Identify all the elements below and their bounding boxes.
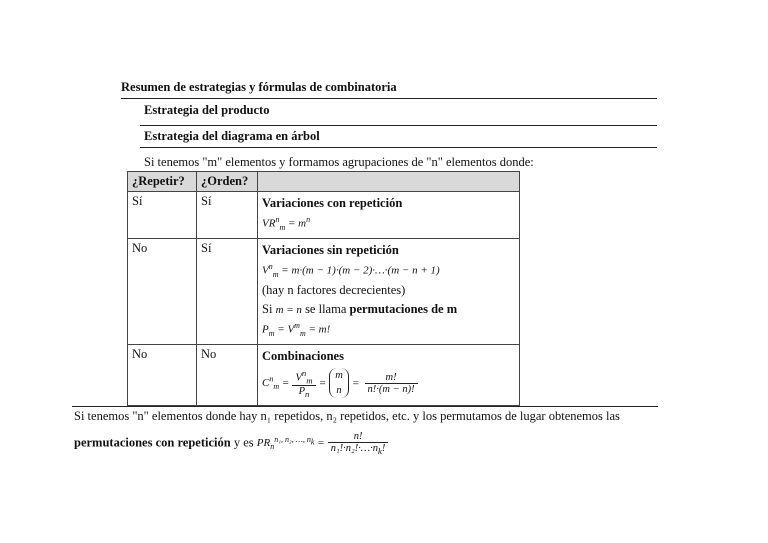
strategy-tree-heading: Estrategia del diagrama en árbol	[144, 129, 320, 143]
divider	[121, 98, 657, 99]
table-header-row	[128, 172, 520, 192]
cell-formula	[258, 192, 520, 239]
cell-order: Sí	[197, 192, 258, 239]
intro-text: Si tenemos "m" elementos y formamos agrupaciones de "n" elementos donde:	[144, 155, 534, 169]
formula-pr: $PR_n^{n_1, n_2, \dots, n_k}$ =	[256, 434, 325, 452]
formula-p: $P_m = V^m_m = m$!	[262, 320, 331, 338]
table-row	[128, 344, 520, 406]
formula-name: Variaciones con repetición	[262, 196, 403, 210]
perm-mid: se llama	[305, 301, 347, 316]
page-title: Resumen de estrategias y fórmulas de combinatoria	[121, 80, 397, 94]
strategy-product-heading: Estrategia del producto	[144, 103, 270, 117]
bottom-text-line2	[74, 431, 388, 456]
formula-name: Combinaciones	[262, 348, 344, 363]
divider	[140, 147, 657, 148]
cell-repeat: No	[128, 344, 197, 406]
table-row	[128, 238, 520, 344]
bottom-text-line1: Si tenemos "n" elementos donde hay n₁ repetidos, n₂ repetidos, etc. y los permutamos de lugar obtenemos las	[74, 409, 620, 423]
formula-name: Variaciones sin repetición	[262, 242, 399, 257]
cell-formula	[258, 344, 520, 406]
cell-repeat: No	[128, 238, 197, 344]
perm-prefix: Si	[262, 301, 273, 316]
cell-repeat: Sí	[128, 192, 197, 239]
combinatorics-table	[127, 171, 520, 406]
bottom-connector: y es	[233, 435, 254, 450]
divider	[72, 406, 658, 407]
formula-pr-fraction: $\frac{n!}{n_1!\cdot n_2!\cdot\dots\cdot n_k!}$	[328, 431, 389, 456]
cell-order: Sí	[197, 238, 258, 344]
formula-vr: $VR^n_m = m^n$	[262, 215, 311, 232]
table-row	[128, 192, 520, 239]
bottom-bold-term: permutaciones con repetición	[74, 435, 231, 450]
cell-formula	[258, 238, 520, 344]
header-formula	[258, 172, 520, 192]
cell-order: No	[197, 344, 258, 406]
formula-m-eq-n: m = n	[275, 303, 302, 316]
formula-v: $V^n_m = m\cdot(m - 1)\cdot(m$ − 2)·…·(m − n + 1)	[262, 261, 440, 279]
formula-c: $C^n_m$ = $\frac{V^n_m}{P_n}$ = m n = $\frac{m!}{n!\cdot(m - n)!}$	[262, 368, 515, 400]
perm-bold: permutaciones de m	[349, 301, 458, 316]
header-repeat: ¿Repetir?	[128, 172, 197, 192]
formula-note: (hay n factores decrecientes)	[262, 282, 406, 297]
divider	[140, 125, 657, 126]
permutation-sentence	[262, 302, 515, 317]
header-order: ¿Orden?	[197, 172, 258, 192]
